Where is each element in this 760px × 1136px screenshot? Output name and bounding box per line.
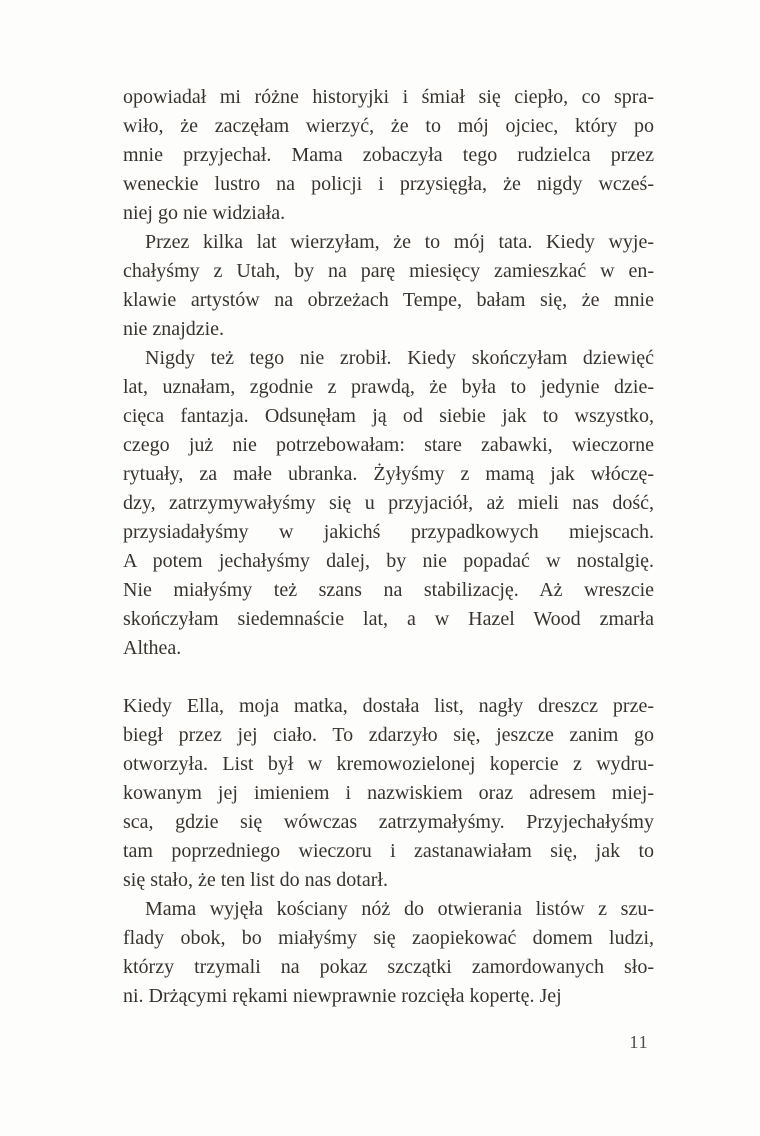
text-line: Mama wyjęła kościany nóż do otwierania listów z szu-: [145, 898, 654, 920]
text-line: Nigdy też tego nie zrobił. Kiedy skończyłam dziewięć: [145, 347, 654, 369]
text-line: Przez kilka lat wierzyłam, że to mój tata. Kiedy wyje-: [145, 231, 654, 253]
text-line: chałyśmy z Utah, by na parę miesięcy zamieszkać w en-: [123, 260, 654, 282]
text-line: przysiadałyśmy w jakichś przypadkowych miejscach.: [123, 521, 654, 543]
text-line: wiło, że zaczęłam wierzyć, że to mój ojciec, który po: [123, 115, 654, 137]
paragraph: [123, 692, 654, 895]
paragraph: [123, 83, 654, 228]
text-block: [123, 83, 654, 1011]
paragraph: [123, 344, 654, 663]
text-line: czego już nie potrzebowałam: stare zabawki, wieczorne: [123, 434, 654, 456]
text-line: otworzyła. List był w kremowozielonej kopercie z wydru-: [123, 753, 654, 775]
text-line: którzy trzymali na pokaz szczątki zamordowanych sło-: [123, 956, 654, 978]
paragraph: [123, 228, 654, 344]
text-line: klawie artystów na obrzeżach Tempe, bałam się, że mnie: [123, 289, 654, 311]
text-line: Althea.: [123, 637, 182, 659]
text-line: lat, uznałam, zgodnie z prawdą, że była to jedynie dzie-: [123, 376, 654, 398]
text-line: ni. Drżącymi rękami niewprawnie rozcięła kopertę. Jej: [123, 985, 562, 1007]
text-line: opowiadał mi różne historyjki i śmiał się ciepło, co spra-: [123, 86, 654, 108]
text-line: tam poprzedniego wieczoru i zastanawiałam się, jak to: [123, 840, 654, 862]
text-line: rytuały, za małe ubranka. Żyłyśmy z mamą jak włóczę-: [123, 463, 654, 485]
text-line: dzy, zatrzymywałyśmy się u przyjaciół, aż mieli nas dość,: [123, 492, 654, 514]
text-line: A potem jechałyśmy dalej, by nie popadać w nostalgię.: [123, 550, 654, 572]
text-line: flady obok, bo miałyśmy się zaopiekować domem ludzi,: [123, 927, 654, 949]
text-line: sca, gdzie się wówczas zatrzymałyśmy. Przyjechałyśmy: [123, 811, 654, 833]
page-number: 11: [629, 1032, 649, 1052]
text-line: mnie przyjechał. Mama zobaczyła tego rudzielca przez: [123, 144, 654, 166]
text-line: się stało, że ten list do nas dotarł.: [123, 869, 388, 891]
text-line: niej go nie widziała.: [123, 202, 286, 224]
text-line: kowanym jej imieniem i nazwiskiem oraz adresem miej-: [123, 782, 654, 804]
text-line: Kiedy Ella, moja matka, dostała list, nagły dreszcz prze-: [123, 695, 654, 717]
paragraph: [123, 895, 654, 1011]
text-line: skończyłam siedemnaście lat, a w Hazel Wood zmarła: [123, 608, 654, 630]
text-line: cięca fantazja. Odsunęłam ją od siebie jak to wszystko,: [123, 405, 654, 427]
text-line: Nie miałyśmy też szans na stabilizację. Aż wreszcie: [123, 579, 654, 601]
text-line: weneckie lustro na policji i przysięgła, że nigdy wcześ-: [123, 173, 654, 195]
text-line: biegł przez jej ciało. To zdarzyło się, jeszcze zanim go: [123, 724, 654, 746]
text-line: nie znajdzie.: [123, 318, 225, 340]
